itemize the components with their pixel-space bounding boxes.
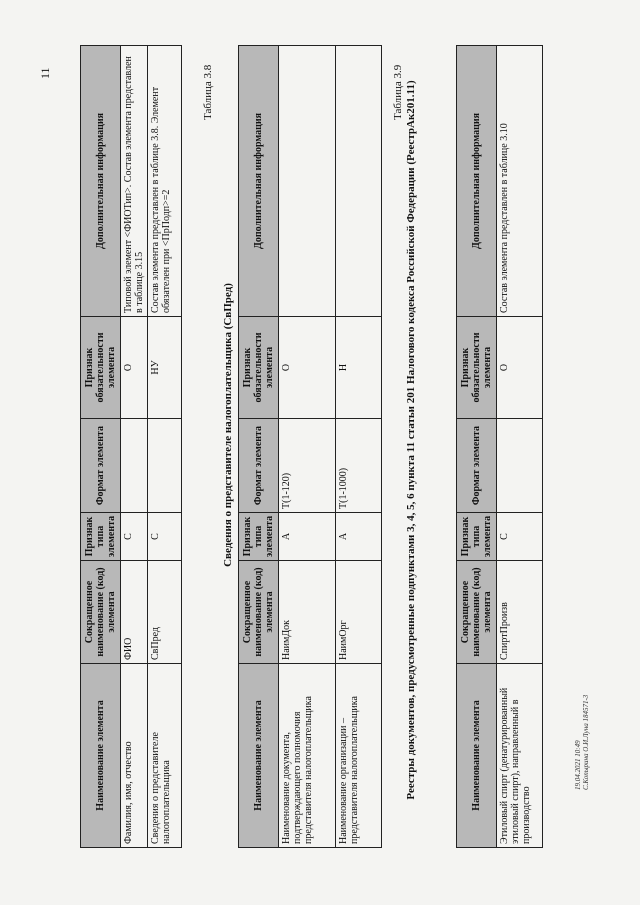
table-3 bbox=[456, 45, 543, 848]
header-cell: Дополнительная информация bbox=[81, 46, 121, 317]
table-cell: Т(1-1000) bbox=[336, 419, 382, 513]
table-cell: Н bbox=[336, 317, 382, 419]
table-3-title: Реестры документов, предусмотренные подпунктами 3, 4, 5, 6 пункта 11 статьи 201 Налогового кодекса Российской Федерации (РеестрАк201.11) bbox=[405, 80, 417, 800]
table-cell: Состав элемента представлен в таблице 3.10 bbox=[497, 46, 543, 317]
table-row bbox=[497, 46, 543, 848]
table-cell: Наименование организации – представителя налогоплательщика bbox=[336, 664, 382, 848]
header-cell: Сокращенное наименование (код) элемента bbox=[457, 561, 497, 664]
table-2-title: Сведения о представителе налогоплательщика (СвПред) bbox=[222, 283, 234, 567]
table-cell: Сведения о представителе налогоплательщика bbox=[148, 664, 182, 848]
header-cell: Признак обязательности элемента bbox=[457, 317, 497, 419]
table-cell bbox=[497, 419, 543, 513]
header-cell: Формат элемента bbox=[239, 419, 279, 513]
table-cell: СпиртПроизв bbox=[497, 561, 543, 664]
table-cell: А bbox=[279, 513, 336, 561]
table-cell: НаимДок bbox=[279, 561, 336, 664]
header-cell: Формат элемента bbox=[81, 419, 121, 513]
header-cell: Дополнительная информация bbox=[457, 46, 497, 317]
signature-stamp bbox=[574, 590, 590, 790]
table-3-header-row bbox=[457, 46, 497, 848]
table-3-label: Таблица 3.9 bbox=[392, 64, 404, 120]
stamp-line-1: 19.04.2021 10:49 bbox=[574, 740, 582, 790]
table-1-header-row bbox=[81, 46, 121, 848]
table-cell: А bbox=[336, 513, 382, 561]
header-cell: Признак типа элемента bbox=[239, 513, 279, 561]
table-row bbox=[148, 46, 182, 848]
table-2 bbox=[238, 45, 382, 848]
header-cell: Признак обязательности элемента bbox=[239, 317, 279, 419]
table-cell: Состав элемента представлен в таблице 3.8. Элемент обязателен при <ПрПодп>=2 bbox=[148, 46, 182, 317]
header-cell: Признак обязательности элемента bbox=[81, 317, 121, 419]
table-cell bbox=[279, 46, 336, 317]
header-cell: Признак типа элемента bbox=[81, 513, 121, 561]
header-cell: Наименование элемента bbox=[457, 664, 497, 848]
table-cell: СвПред bbox=[148, 561, 182, 664]
header-cell: Наименование элемента bbox=[81, 664, 121, 848]
table-cell: Типовой элемент <ФИОТип>. Состав элемента представлен в таблице 3.15 bbox=[121, 46, 148, 317]
table-row bbox=[279, 46, 336, 848]
table-cell: НУ bbox=[148, 317, 182, 419]
table-row bbox=[336, 46, 382, 848]
table-cell bbox=[148, 419, 182, 513]
table-cell: С bbox=[497, 513, 543, 561]
table-cell: О bbox=[121, 317, 148, 419]
table-cell bbox=[336, 46, 382, 317]
page-number: 11 bbox=[38, 67, 52, 79]
table-cell: С bbox=[121, 513, 148, 561]
table-cell: НаимОрг bbox=[336, 561, 382, 664]
table-1 bbox=[80, 45, 182, 848]
stamp-line-2: С.Копырина О.И.Луна 184571-3 bbox=[582, 694, 590, 790]
table-2-header-row bbox=[239, 46, 279, 848]
table-cell: Наименование документа, подтверждающего полномочия представителя налогоплательщика bbox=[279, 664, 336, 848]
table-cell: Т(1-120) bbox=[279, 419, 336, 513]
table-cell bbox=[121, 419, 148, 513]
table-row bbox=[121, 46, 148, 848]
table-cell: Фамилия, имя, отчество bbox=[121, 664, 148, 848]
table-2-label: Таблица 3.8 bbox=[202, 64, 214, 120]
table-cell: С bbox=[148, 513, 182, 561]
header-cell: Сокращенное наименование (код) элемента bbox=[81, 561, 121, 664]
table-cell: Этиловый спирт (денатурированный этиловый спирт), направленный в производство bbox=[497, 664, 543, 848]
table-cell: О bbox=[279, 317, 336, 419]
header-cell: Наименование элемента bbox=[239, 664, 279, 848]
header-cell: Дополнительная информация bbox=[239, 46, 279, 317]
table-cell: О bbox=[497, 317, 543, 419]
header-cell: Признак типа элемента bbox=[457, 513, 497, 561]
header-cell: Сокращенное наименование (код) элемента bbox=[239, 561, 279, 664]
table-cell: ФИО bbox=[121, 561, 148, 664]
header-cell: Формат элемента bbox=[457, 419, 497, 513]
